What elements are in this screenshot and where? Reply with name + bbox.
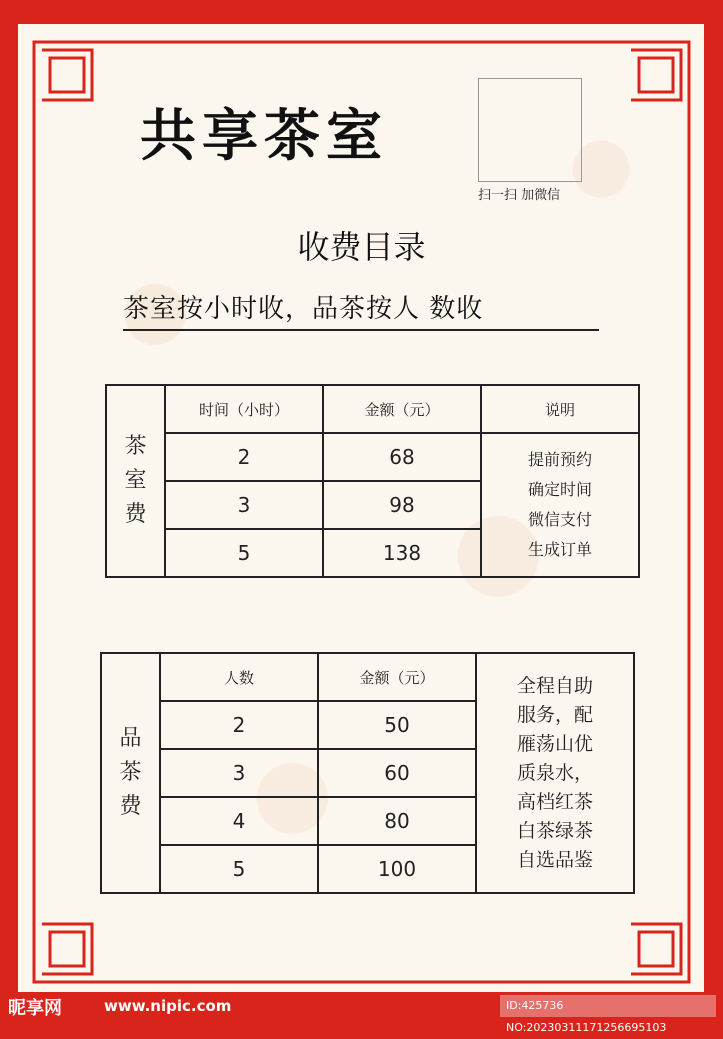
qr-caption: 扫一扫 加微信 <box>478 188 561 203</box>
header-people: 人数 <box>160 653 318 701</box>
watermark-id: ID:425736 NO:20230311171256695103 <box>500 995 716 1017</box>
tea-fee-side-label: 品 茶 费 <box>101 653 160 893</box>
hours-cell: 5 <box>165 529 323 577</box>
amount-cell: 68 <box>323 433 481 481</box>
header-hours: 时间（小时） <box>165 385 323 433</box>
price-list-heading: 收费目录 <box>297 228 426 266</box>
pricing-subtitle: 茶室按小时收，品茶按人 数收 <box>123 288 599 331</box>
header-amount: 金额（元） <box>318 653 476 701</box>
table-row <box>106 433 639 481</box>
people-cell: 2 <box>160 701 318 749</box>
room-fee-table <box>105 384 640 578</box>
header-amount: 金额（元） <box>323 385 481 433</box>
hours-cell: 3 <box>165 481 323 529</box>
amount-cell: 100 <box>318 845 476 893</box>
amount-cell: 98 <box>323 481 481 529</box>
watermark-url: www.nipic.com <box>104 997 232 1015</box>
watermark-logo: 昵享网 <box>8 998 62 1019</box>
amount-cell: 50 <box>318 701 476 749</box>
amount-cell: 138 <box>323 529 481 577</box>
header-note: 说明 <box>481 385 639 433</box>
room-fee-note: 提前预约 确定时间 微信支付 生成订单 <box>481 433 639 577</box>
hours-cell: 2 <box>165 433 323 481</box>
people-cell: 3 <box>160 749 318 797</box>
people-cell: 4 <box>160 797 318 845</box>
amount-cell: 80 <box>318 797 476 845</box>
tea-fee-table <box>100 652 635 894</box>
room-fee-side-label: 茶 室 费 <box>106 385 165 577</box>
people-cell: 5 <box>160 845 318 893</box>
qr-code-placeholder <box>478 78 582 182</box>
tea-fee-note: 全程自助 服务，配 雁荡山优 质泉水， 高档红茶 白茶绿茶 自选品鉴 <box>476 653 634 893</box>
amount-cell: 60 <box>318 749 476 797</box>
poster-title: 共享茶室 <box>140 103 388 169</box>
